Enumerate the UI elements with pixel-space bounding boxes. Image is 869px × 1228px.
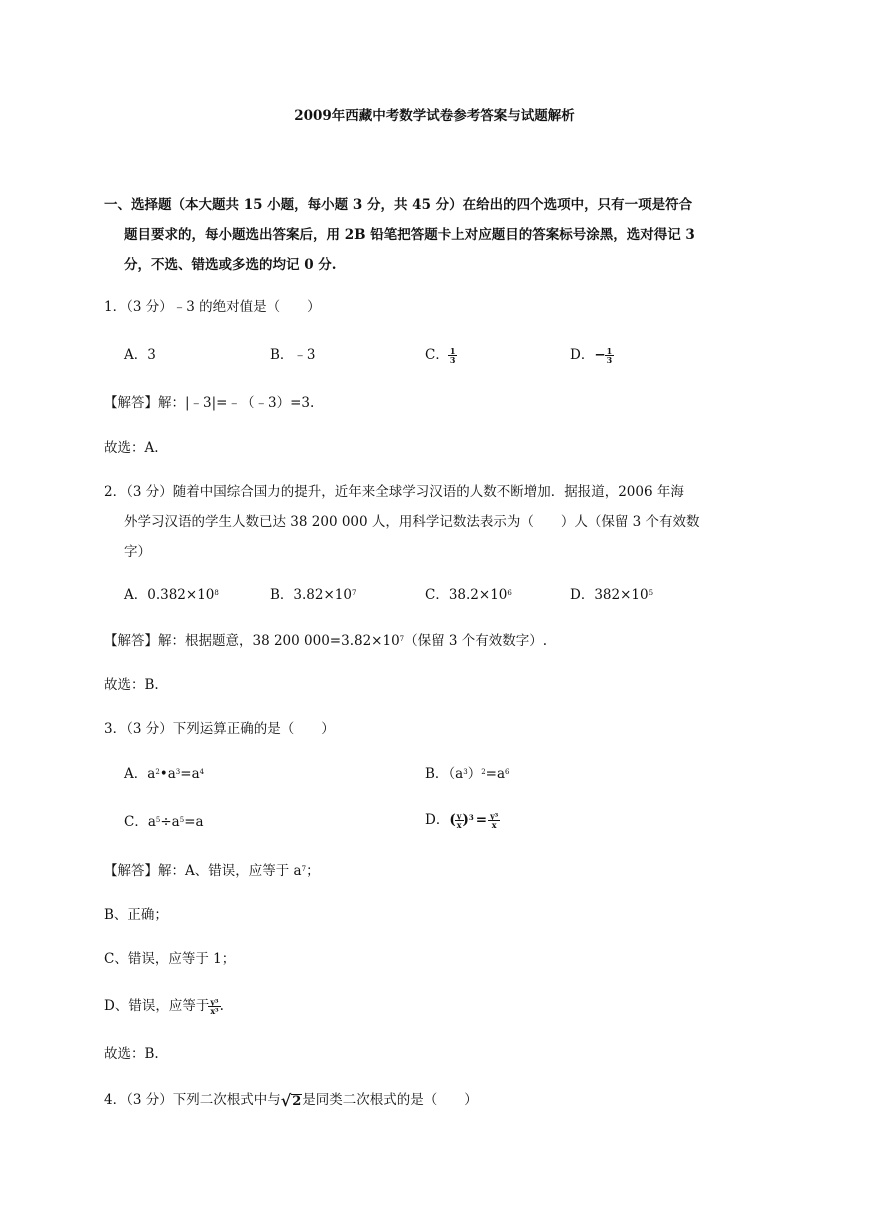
question-3-option-c: C．$a^5\div a^5=a$ — [124, 814, 204, 830]
question-3-answer-b: B、正确； — [104, 907, 168, 923]
question-1-option-b: B．﹣3 — [270, 347, 316, 363]
sqrt-2: √ 2 — [280, 1090, 302, 1110]
question-3-answer-c: C、错误，应等于 1； — [104, 951, 236, 967]
option-d-label: D． — [570, 347, 595, 363]
section-heading-line-2: 题目要求的，每小题选出答案后，用 2B 铅笔把答题卡上对应题目的答案标号涂黑，选对得记 3 — [124, 227, 695, 243]
question-3-choice: 故选：B. — [104, 1046, 159, 1062]
question-2-option-a: A．$0.382\times 10^8$ — [124, 587, 219, 603]
question-2-stem-line-1: 2．（3 分）随着中国综合国力的提升，近年来全球学习汉语的人数不断增加．据报道，2006 年海 — [104, 484, 684, 500]
question-1-option-c — [425, 346, 456, 364]
fraction-y-cubed-over-x: $\frac{\text{y³}}{x}$ — [490, 811, 499, 830]
section-heading-line-1: 一、选择题（本大题共 15 小题，每小题 3 分，共 45 分）在给出的四个选项中，只有一项是符合 — [104, 197, 693, 213]
fraction-y-over-x: $\frac{y}{x}$ — [456, 811, 462, 830]
question-2-option-c: C．$38.2\times 10^6$ — [425, 587, 512, 603]
question-1-answer: 【解答】解：|﹣3|=﹣（﹣3）=3. — [104, 395, 315, 411]
question-2-option-d: D．$382\times 10^5$ — [570, 587, 654, 603]
question-2-answer: 【解答】解：根据题意，38 200 $000=3.82\times 10^7$（保留 3 个有效数字）. — [104, 633, 548, 649]
page-title: 2009年西藏中考数学试卷参考答案与试题解析 — [294, 108, 575, 124]
minus-sign: − — [594, 347, 606, 363]
question-1-choice: 故选：A. — [104, 440, 159, 456]
question-1-option-d — [570, 346, 613, 364]
question-2-stem-line-3: 字） — [124, 544, 151, 560]
question-3-answer: 【解答】解：A、错误，应等于 $a^7$； — [104, 863, 320, 879]
question-4-stem: 4．（3 分）下列二次根式中与 √ 2 是同类二次根式的是（ ） — [104, 1090, 478, 1110]
fraction-y-cubed-over-x-cubed: $\frac{\text{y³}}{\text{x³}}$ — [210, 997, 219, 1016]
question-3-option-b: B．$(a^3)^2=a^6$ — [425, 766, 510, 782]
question-3-option-d: D．( $\frac{y}{x}$ )$^3$ = $\frac{\text{y³}}{x}$ — [425, 811, 499, 830]
question-3-stem: 3．（3 分）下列运算正确的是（ ） — [104, 721, 335, 737]
option-c-label: C． — [425, 347, 449, 363]
question-1-option-a: A．3 — [124, 347, 156, 363]
question-2-choice: 故选：B. — [104, 677, 159, 693]
question-3-answer-d: D、错误，应等于 $\frac{\text{y³}}{\text{x³}}$ . — [104, 997, 224, 1016]
question-3-option-a: A．$a^2•a^3=a^4$ — [124, 766, 205, 782]
question-2-stem-line-2: 外学习汉语的学生人数已达 38 200 000 人，用科学记数法表示为（ ）人（保留 3 个有效数 — [124, 514, 700, 530]
fraction-one-third: $\frac{1}{3}$ — [606, 346, 613, 365]
fraction-one-third: $\frac{1}{3}$ — [449, 346, 456, 365]
section-heading-line-3: 分，不选、错选或多选的均记 0 分. — [124, 257, 337, 273]
question-1-stem: 1．（3 分）﹣3 的绝对值是（ ） — [104, 299, 321, 315]
question-2-option-b: B．$3.82\times 10^7$ — [270, 587, 357, 603]
